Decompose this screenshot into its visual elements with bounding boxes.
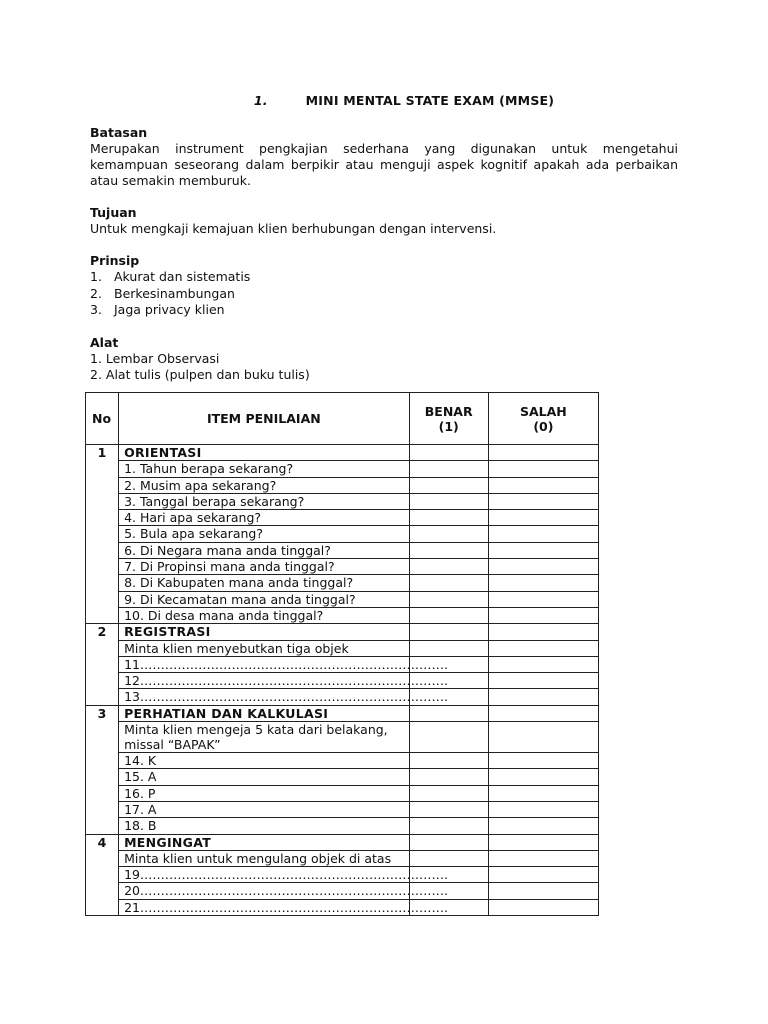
item-text: 20.………………………………………………………………. xyxy=(119,883,410,899)
item-text: 4. Hari apa sekarang? xyxy=(119,510,410,526)
table-row xyxy=(86,656,599,672)
salah-cell[interactable] xyxy=(488,624,598,640)
salah-cell[interactable] xyxy=(488,834,598,850)
prinsip-item xyxy=(90,269,678,286)
table-row xyxy=(86,477,599,493)
section-number: 4 xyxy=(86,834,119,915)
prinsip-item xyxy=(90,286,678,303)
section-number: 2 xyxy=(86,624,119,705)
item-text: 11.………………………………………………………………. xyxy=(119,656,410,672)
list-number: 3. xyxy=(90,302,102,317)
table-row xyxy=(86,753,599,769)
table-header-row xyxy=(86,393,599,445)
item-text: 21.………………………………………………………………. xyxy=(119,899,410,915)
table-row xyxy=(86,899,599,915)
item-text: 19.………………………………………………………………. xyxy=(119,867,410,883)
table-row xyxy=(86,493,599,509)
header-no: No xyxy=(86,393,119,445)
prinsip-item xyxy=(90,302,678,319)
header-salah-label: SALAH xyxy=(519,403,567,419)
benar-cell[interactable] xyxy=(409,785,488,801)
benar-cell[interactable] xyxy=(409,834,488,850)
item-text: 10. Di desa mana anda tinggal? xyxy=(119,607,410,623)
list-text: Akurat dan sistematis xyxy=(114,269,251,284)
section-title: MENGINGAT xyxy=(119,834,410,850)
benar-cell[interactable] xyxy=(409,445,488,461)
table-row xyxy=(86,591,599,607)
salah-cell[interactable] xyxy=(488,850,598,866)
document-body xyxy=(90,93,678,384)
table-row xyxy=(86,461,599,477)
list-number: 2. xyxy=(90,285,102,301)
table-row xyxy=(86,867,599,883)
item-text: Minta klien untuk mengulang objek di atas xyxy=(119,850,410,866)
item-text: 7. Di Propinsi mana anda tinggal? xyxy=(119,559,410,575)
item-text: Minta klien mengeja 5 kata dari belakang, missal “BAPAK” xyxy=(119,722,410,753)
section-number: 3 xyxy=(86,705,119,834)
benar-cell[interactable] xyxy=(409,461,488,477)
item-text: 3. Tanggal berapa sekarang? xyxy=(119,493,410,509)
alat-heading: Alat xyxy=(90,334,119,350)
salah-cell[interactable] xyxy=(488,722,598,753)
section-title: PERHATIAN DAN KALKULASI xyxy=(119,705,410,721)
page-title xyxy=(130,93,678,108)
list-text: Berkesinambungan xyxy=(114,285,235,301)
table-row xyxy=(86,834,599,850)
batasan-heading: Batasan xyxy=(90,125,148,140)
benar-cell[interactable] xyxy=(409,818,488,834)
header-benar-value: (1) xyxy=(438,418,459,434)
benar-cell[interactable] xyxy=(409,722,488,753)
header-item: ITEM PENILAIAN xyxy=(119,393,410,445)
alat-item: 1. Lembar Observasi xyxy=(90,350,220,366)
benar-cell[interactable] xyxy=(409,542,488,558)
header-salah xyxy=(488,393,598,445)
table-row xyxy=(86,624,599,640)
list-text: Jaga privacy klien xyxy=(114,302,225,317)
table-row xyxy=(86,818,599,834)
salah-cell[interactable] xyxy=(488,705,598,721)
item-text: 13.………………………………………………………………. xyxy=(119,689,410,705)
salah-cell[interactable] xyxy=(488,673,598,689)
benar-cell[interactable] xyxy=(409,624,488,640)
list-number: 1. xyxy=(90,269,102,284)
item-text: 2. Musim apa sekarang? xyxy=(119,477,410,493)
salah-cell[interactable] xyxy=(488,689,598,705)
item-text: 14. K xyxy=(119,753,410,769)
item-text: 1. Tahun berapa sekarang? xyxy=(119,461,410,477)
table-row xyxy=(86,526,599,542)
benar-cell[interactable] xyxy=(409,801,488,817)
tujuan-heading: Tujuan xyxy=(90,205,137,220)
title-number: 1. xyxy=(253,93,268,108)
section-title: REGISTRASI xyxy=(119,624,410,640)
benar-cell[interactable] xyxy=(409,607,488,623)
header-benar xyxy=(409,393,488,445)
salah-cell[interactable] xyxy=(488,461,598,477)
salah-cell[interactable] xyxy=(488,575,598,591)
item-text: 5. Bula apa sekarang? xyxy=(119,526,410,542)
benar-cell[interactable] xyxy=(409,769,488,785)
salah-cell[interactable] xyxy=(488,493,598,509)
salah-cell[interactable] xyxy=(488,477,598,493)
table-row xyxy=(86,722,599,753)
item-text: 16. P xyxy=(119,785,410,801)
item-text: 15. A xyxy=(119,769,410,785)
header-benar-label: BENAR xyxy=(424,403,473,419)
salah-cell[interactable] xyxy=(488,899,598,915)
table-row xyxy=(86,705,599,721)
table-row xyxy=(86,559,599,575)
salah-cell[interactable] xyxy=(488,818,598,834)
table-row xyxy=(86,673,599,689)
salah-cell[interactable] xyxy=(488,559,598,575)
table-row xyxy=(86,801,599,817)
salah-cell[interactable] xyxy=(488,542,598,558)
benar-cell[interactable] xyxy=(409,493,488,509)
tujuan-text: Untuk mengkaji kemajuan klien berhubungan dengan intervensi. xyxy=(90,221,497,236)
table-row xyxy=(86,510,599,526)
title-text: MINI MENTAL STATE EXAM (MMSE) xyxy=(305,93,555,108)
table-row xyxy=(86,883,599,899)
table-row xyxy=(86,542,599,558)
item-text: 6. Di Negara mana anda tinggal? xyxy=(119,542,410,558)
benar-cell[interactable] xyxy=(409,850,488,866)
item-text: Minta klien menyebutkan tiga objek xyxy=(119,640,410,656)
table-row xyxy=(86,640,599,656)
mmse-table xyxy=(85,392,599,916)
salah-cell[interactable] xyxy=(488,769,598,785)
salah-cell[interactable] xyxy=(488,591,598,607)
table-row xyxy=(86,785,599,801)
benar-cell[interactable] xyxy=(409,591,488,607)
prinsip-heading: Prinsip xyxy=(90,253,140,268)
salah-cell[interactable] xyxy=(488,640,598,656)
benar-cell[interactable] xyxy=(409,559,488,575)
item-text: 12.………………………………………………………………. xyxy=(119,673,410,689)
salah-cell[interactable] xyxy=(488,526,598,542)
salah-cell[interactable] xyxy=(488,445,598,461)
item-text: 9. Di Kecamatan mana anda tinggal? xyxy=(119,591,410,607)
benar-cell[interactable] xyxy=(409,705,488,721)
item-text: 8. Di Kabupaten mana anda tinggal? xyxy=(119,575,410,591)
table-row xyxy=(86,689,599,705)
table-row xyxy=(86,850,599,866)
item-text: 17. A xyxy=(119,801,410,817)
benar-cell[interactable] xyxy=(409,640,488,656)
salah-cell[interactable] xyxy=(488,883,598,899)
salah-cell[interactable] xyxy=(488,801,598,817)
benar-cell[interactable] xyxy=(409,526,488,542)
table-row xyxy=(86,445,599,461)
table-body xyxy=(86,445,599,916)
benar-cell[interactable] xyxy=(409,477,488,493)
batasan-text: Merupakan instrument pengkajian sederhana yang digunakan untuk mengetahui kemampuan seseorang dalam berpikir atau menguji aspek kognitif apakah ada perbaikan atau semakin memburuk. xyxy=(90,141,678,188)
salah-cell[interactable] xyxy=(488,607,598,623)
salah-cell[interactable] xyxy=(488,510,598,526)
salah-cell[interactable] xyxy=(488,753,598,769)
benar-cell[interactable] xyxy=(409,575,488,591)
salah-cell[interactable] xyxy=(488,867,598,883)
header-salah-value: (0) xyxy=(533,418,554,434)
item-text: 18. B xyxy=(119,818,410,834)
benar-cell[interactable] xyxy=(409,753,488,769)
section-number: 1 xyxy=(86,445,119,624)
table-row xyxy=(86,575,599,591)
salah-cell[interactable] xyxy=(488,785,598,801)
table-row xyxy=(86,607,599,623)
section-title: ORIENTASI xyxy=(119,445,410,461)
benar-cell[interactable] xyxy=(409,510,488,526)
alat-item: 2. Alat tulis (pulpen dan buku tulis) xyxy=(90,367,310,382)
table-row xyxy=(86,769,599,785)
salah-cell[interactable] xyxy=(488,656,598,672)
